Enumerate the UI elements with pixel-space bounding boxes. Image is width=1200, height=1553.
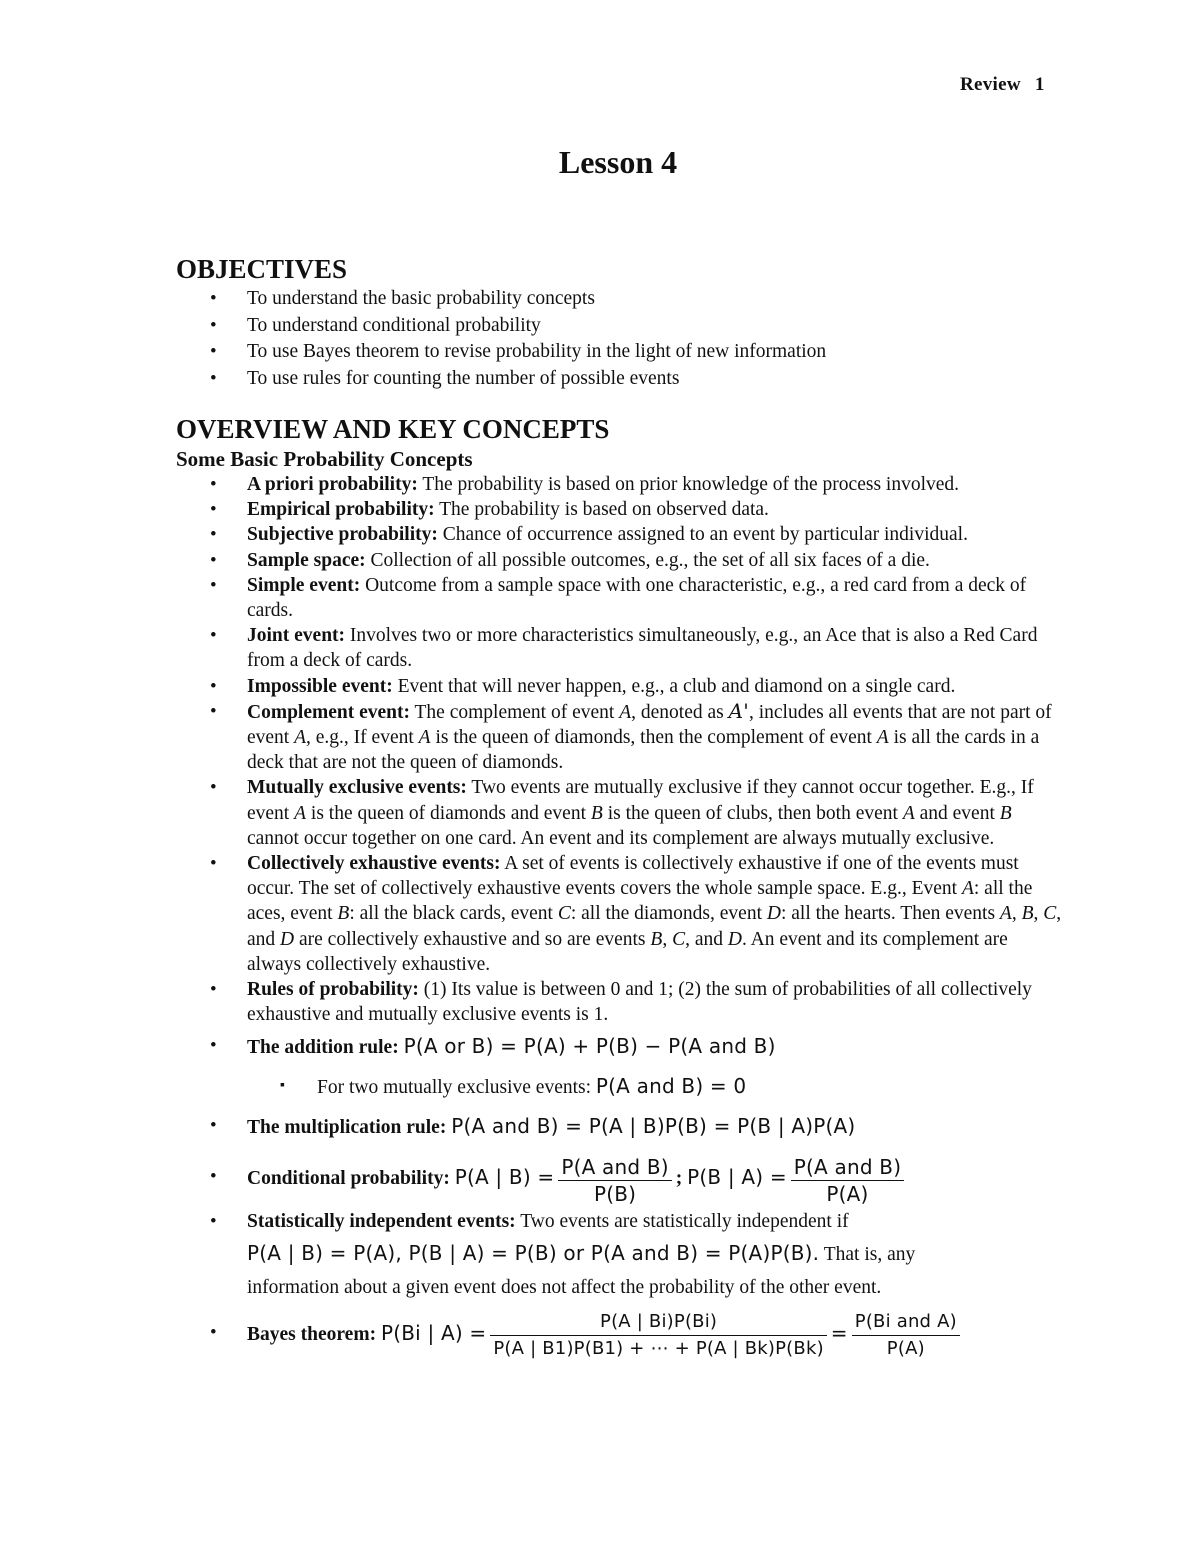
bullet-icon: • — [210, 314, 217, 336]
term: Simple event: — [247, 574, 361, 596]
term: Empirical probability: — [247, 499, 435, 521]
term: Joint event: — [247, 625, 346, 647]
bullet-icon: • — [210, 777, 217, 799]
concept-empirical: • Empirical probability: The probability is based on observed data. — [176, 497, 1066, 522]
conditional-lhs-1: P(A | B) = — [454, 1165, 555, 1190]
concepts-list — [176, 472, 1066, 1365]
concept-multiplication-rule — [176, 1107, 1066, 1147]
concept-complement-event: • Complement event: The complement of event A, denoted as A', includes all events that are not part of event A, e.g., If event A is the queen of diamonds, then the complement of event A is all the cards in a deck that are not the queen of diamonds. — [210, 698, 1052, 774]
term: Sample space: — [247, 549, 366, 571]
conditional-lhs-2: P(B | A) = — [687, 1165, 787, 1190]
concept-subjective: • Subjective probability: Chance of occurrence assigned to an event by particular individual. — [176, 522, 1066, 547]
running-header — [960, 72, 1070, 97]
concept-conditional: • Conditional probability: P(A | B) = $\frac{\text{P(A and B)}}{P(B)}$ ; P(B | A) = $\frac{\text{P(A and B)}}{P(A)}$ — [176, 1147, 1066, 1209]
conditional-fraction-1: $\frac{\text{P(A and B)}}{P(B)}$ — [558, 1154, 671, 1207]
bayes-fraction-2: $\frac{\text{P(Bi and A)}}{P(A)}$ — [852, 1309, 960, 1362]
bullet-icon: • — [210, 367, 217, 389]
square-bullet-icon: ▪ — [280, 1078, 285, 1094]
concept-a-priori: • A priori probability: The probability is based on prior knowledge of the process involved. — [176, 472, 1066, 497]
document-body — [176, 252, 1066, 1365]
term: Impossible event: — [247, 675, 393, 697]
bullet-icon: • — [210, 1166, 217, 1188]
term: Complement event: — [247, 701, 410, 723]
concept-collectively-exhaustive: • Collectively exhaustive events: A set of events is collectively exhaustive if one of the events must occur. The set of collectively exhaustive events covers the whole sample space. E.g., Event A: all the aces, event B: all the black cards, event C: all the diamonds, event D: all the hearts. Then events A, B, C, and D are collectively exhaustive and so are events B, C, and D. An event and its complement are always collectively exhaustive. — [210, 853, 1062, 975]
term: A priori probability: — [247, 474, 418, 495]
overview-heading: OVERVIEW AND KEY CONCEPTS — [176, 414, 610, 444]
bullet-icon: • — [210, 288, 217, 309]
list-item: • To use rules for counting the number of possible events — [176, 366, 1066, 393]
header-label: Review — [960, 74, 1021, 95]
concept-impossible-event: • Impossible event: Event that will never happen, e.g., a club and diamond on a single card. — [176, 674, 1066, 699]
bullet-icon: • — [210, 549, 217, 571]
bullet-icon: • — [210, 574, 217, 596]
bullet-icon: • — [210, 1321, 217, 1343]
term: The addition rule: — [247, 1037, 399, 1059]
concept-simple-event: • Simple event: Outcome from a sample space with one characteristic, e.g., a red card from a deck of cards. — [210, 574, 1027, 622]
concept-bayes: • Bayes theorem: P(Bi | A) = $\frac{P(A | Bi)P(Bi)}{P(A | B1)P(B1) + \cdots + P(A | Bk)P(Bk)}$ = $\frac{\text{P(Bi and A)}}{P(A)}$ — [176, 1303, 1066, 1365]
bullet-icon: • — [210, 675, 217, 697]
bayes-fraction: $\frac{P(A | Bi)P(Bi)}{P(A | B1)P(B1) + \cdots + P(A | Bk)P(Bk)}$ — [490, 1309, 826, 1362]
term: The multiplication rule: — [247, 1117, 447, 1139]
bullet-icon: • — [210, 1115, 217, 1137]
list-item: • To understand conditional probability — [176, 313, 1066, 340]
bullet-icon: • — [210, 474, 217, 495]
term: Bayes theorem: — [247, 1323, 377, 1345]
bayes-lhs: P(Bi | A) = — [380, 1320, 487, 1345]
sub-item-mutually-exclusive: ▪ For two mutually exclusive events: P(A and B) = 0 — [176, 1067, 1066, 1107]
concept-addition-rule — [176, 1027, 1066, 1067]
bullet-icon: • — [210, 1211, 217, 1233]
concept-independent: • Statistically independent events: Two events are statistically independent if P(A | B) = P(A), P(B | A) = P(B) or P(A and B) = P(A)P(B). That is, any information about a given event does not affect the probability of the other event. — [210, 1211, 916, 1298]
bullet-icon: • — [210, 524, 217, 546]
bullet-icon: • — [210, 625, 217, 647]
bullet-icon: • — [210, 499, 217, 521]
bullet-icon: • — [210, 700, 217, 722]
page-number: 1 — [1034, 74, 1045, 95]
bullet-icon: • — [210, 853, 217, 875]
term: Mutually exclusive events: — [247, 777, 467, 799]
addition-formula: P(A or B) = P(A) + P(B) − P(A and B) — [403, 1034, 776, 1059]
section-subheading: Some Basic Probability Concepts — [176, 447, 473, 471]
term: Statistically independent events: — [247, 1211, 516, 1233]
concept-mutually-exclusive: • Mutually exclusive events: Two events are mutually exclusive if they cannot occur together. E.g., If event A is the queen of diamonds and event B is the queen of clubs, then both event A and event B cannot occur together on one card. An event and its complement are always mutually exclusive. — [210, 777, 1034, 849]
concept-sample-space: • Sample space: Collection of all possible outcomes, e.g., the set of all six faces of a die. — [176, 548, 1066, 573]
list-item: • To use Bayes theorem to revise probability in the light of new information — [176, 339, 1066, 366]
multiplication-formula: P(A and B) = P(A | B)P(B) = P(B | A)P(A) — [451, 1114, 856, 1139]
term: Collectively exhaustive events: — [247, 853, 501, 875]
concept-rules: • Rules of probability: (1) Its value is between 0 and 1; (2) the sum of probabilities of all collectively exhaustive and mutually exclusive events is 1. — [210, 979, 1032, 1026]
objectives-heading: OBJECTIVES — [176, 254, 348, 284]
term: Rules of probability: — [247, 979, 419, 1001]
concept-joint-event: • Joint event: Involves two or more characteristics simultaneously, e.g., an Ace that is also a Red Card from a deck of cards. — [210, 625, 1038, 672]
zero-formula: P(A and B) = 0 — [595, 1074, 747, 1099]
bullet-icon: • — [210, 341, 217, 362]
term: Subjective probability: — [247, 524, 438, 546]
bullet-icon: • — [210, 1035, 217, 1057]
term: Conditional probability: — [247, 1168, 450, 1190]
objectives-list — [176, 286, 1066, 392]
list-item: • To understand the basic probability concepts — [176, 286, 1066, 313]
conditional-fraction-2: $\frac{\text{P(A and B)}}{P(A)}$ — [791, 1154, 904, 1207]
complement-symbol: A' — [728, 698, 749, 723]
independence-formula: P(A | B) = P(A), P(B | A) = P(B) or P(A and B) = P(A)P(B). — [247, 1240, 820, 1265]
bullet-icon: • — [210, 979, 217, 1001]
page-title: Lesson 4 — [558, 144, 678, 180]
